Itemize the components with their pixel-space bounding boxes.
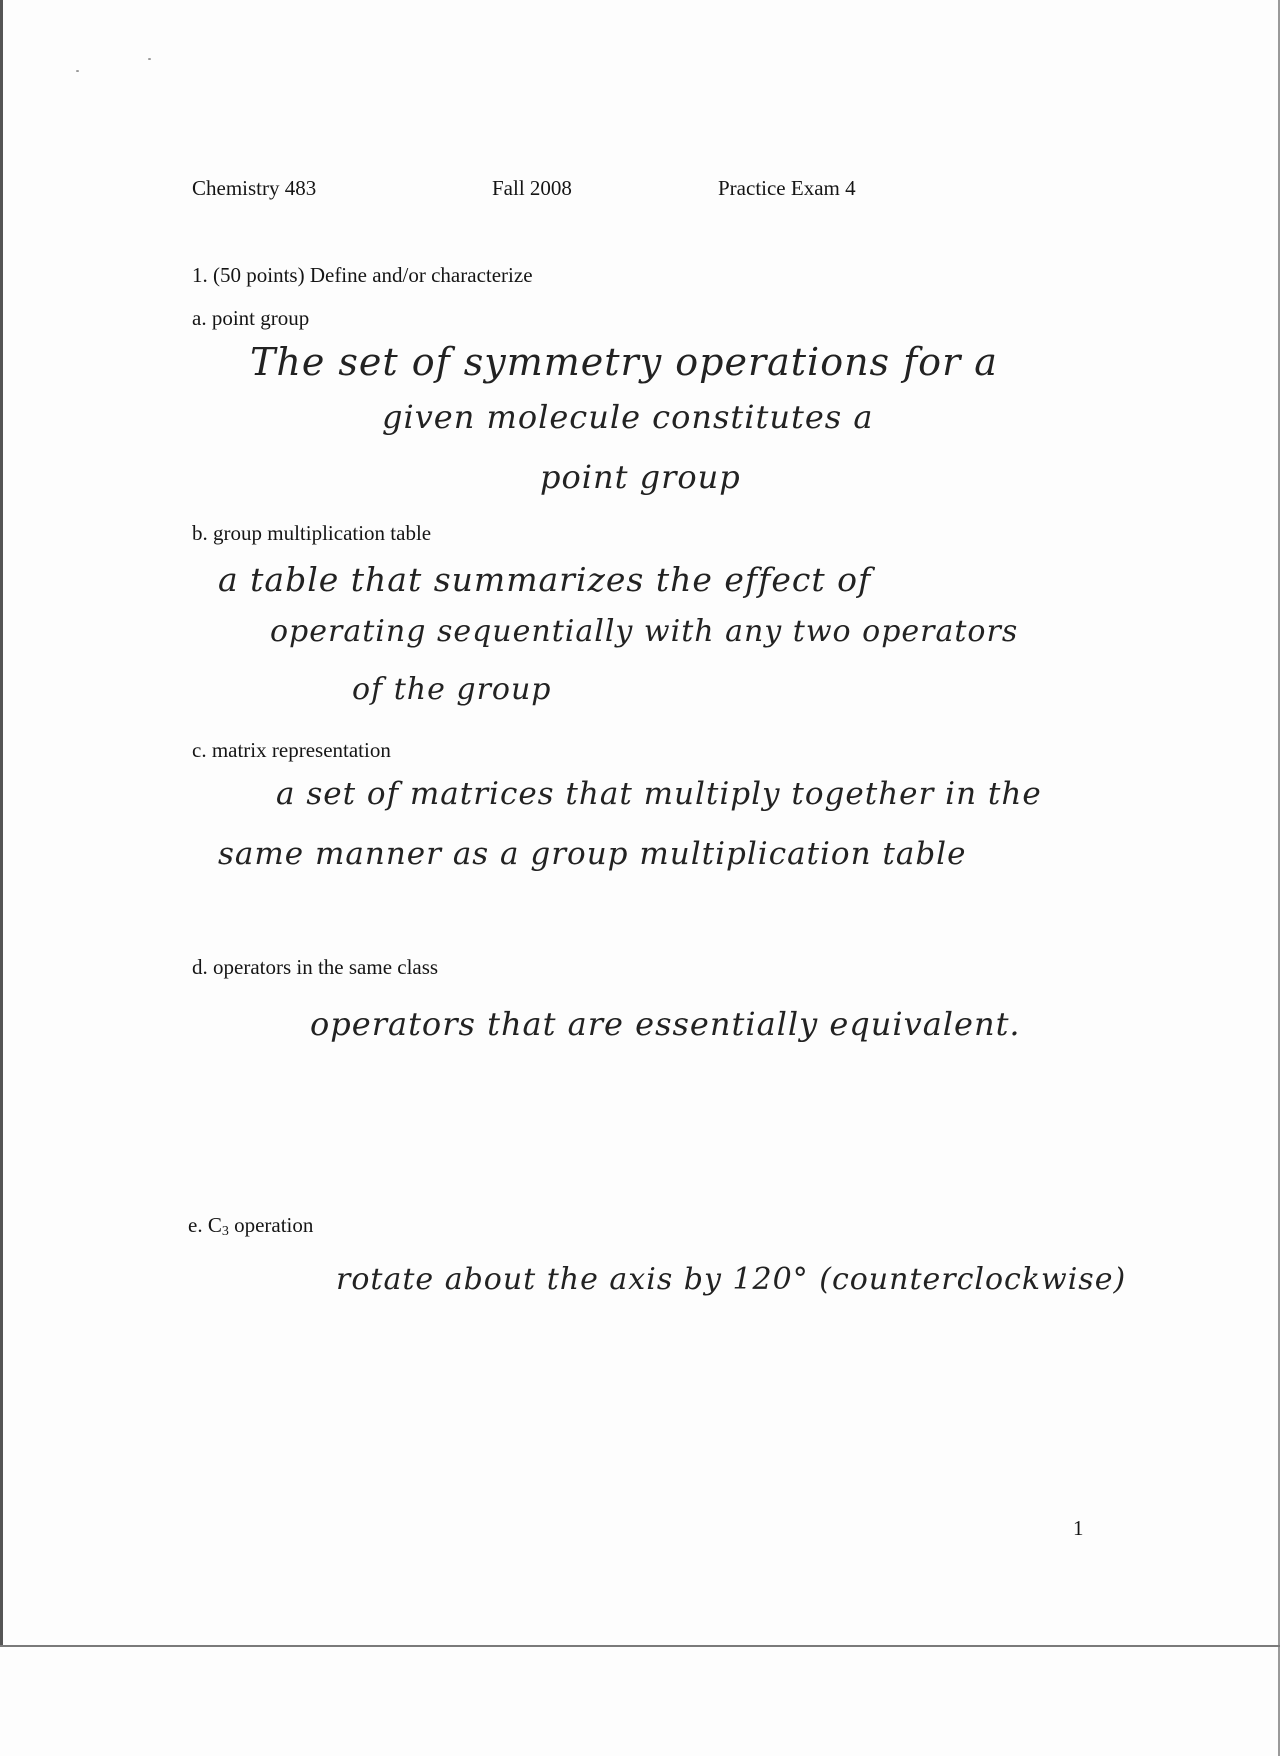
part-c-answer-line-2: same manner as a group multiplication table [218,836,967,872]
question-prompt: 1. (50 points) Define and/or characterize [192,263,533,287]
part-a-label: a. point group [192,306,310,330]
scan-speck [76,70,79,72]
part-d-label: d. operators in the same class [192,955,439,979]
part-b-answer-line-3: of the group [352,672,552,707]
part-c-label: c. matrix representation [192,738,391,762]
part-d-answer-line-1: operators that are essentially equivalent. [310,1005,1021,1043]
part-e-label-suffix: operation [228,1213,314,1237]
part-e-label-subscript: 3 [221,1224,229,1239]
scan-bottom-line [0,1645,1280,1647]
part-a-answer-line-3: point group [540,458,741,496]
part-a-answer-line-2: given molecule constitutes a [382,398,874,436]
course-title: Chemistry 483 [192,176,317,200]
page-number: 1 [1073,1516,1084,1540]
part-b-label: b. group multiplication table [192,521,432,545]
exam-title: Practice Exam 4 [718,176,856,200]
scan-left-edge [0,0,3,1647]
term-label: Fall 2008 [492,176,572,200]
part-a-answer-line-1: The set of symmetry operations for a [250,340,998,384]
scan-speck [148,58,151,60]
part-c-answer-line-1: a set of matrices that multiply together in the [276,776,1042,812]
part-e-label-prefix: e. C [188,1213,222,1237]
part-b-answer-line-2: operating sequentially with any two operators [270,614,1019,649]
part-e-label [188,1213,313,1240]
part-e-answer-line-1: rotate about the axis by 120° (counterclockwise) [336,1262,1127,1297]
part-b-answer-line-1: a table that summarizes the effect of [218,560,872,599]
